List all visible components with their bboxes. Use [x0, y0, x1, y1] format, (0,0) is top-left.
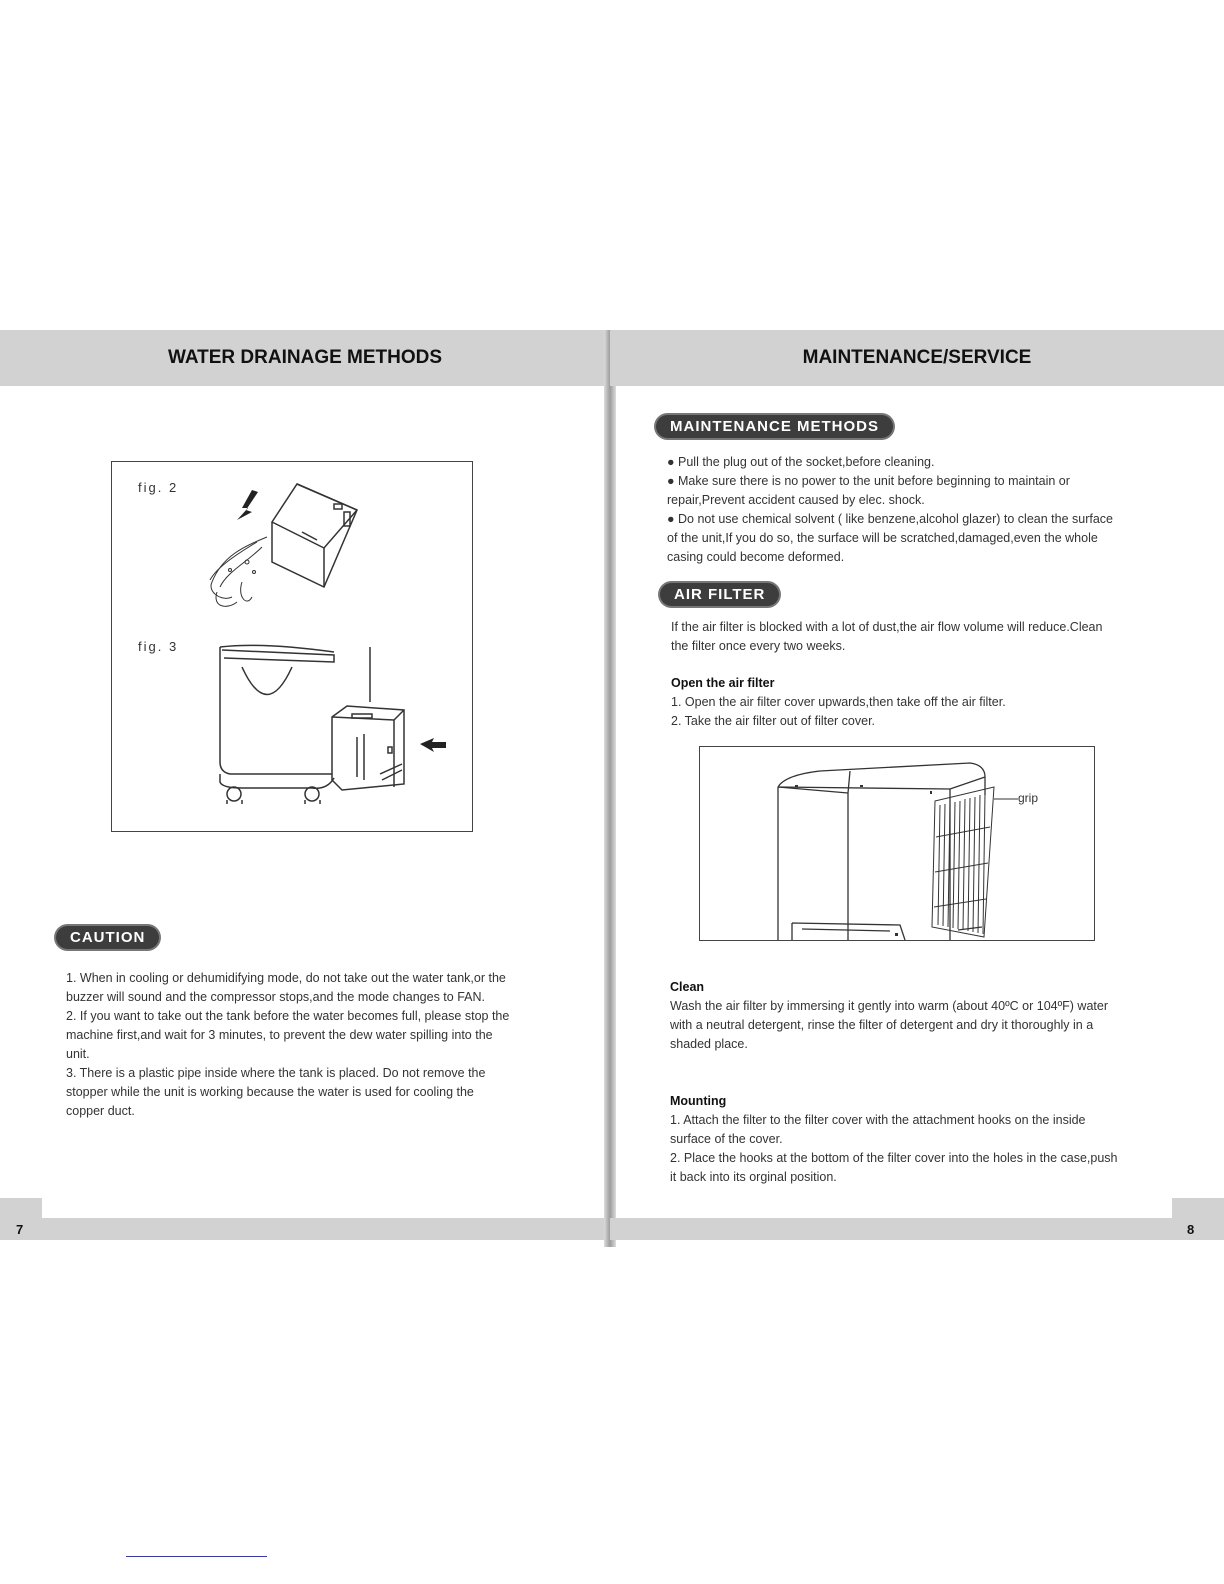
open-step: 2. Take the air filter out of filter cover.: [671, 714, 876, 728]
left-page: [0, 330, 610, 1247]
page-number-left: 7: [16, 1222, 24, 1237]
open-filter-section: [671, 674, 1121, 731]
tipping-tank-illustration: [272, 484, 357, 587]
right-footer-bar: [610, 1218, 1172, 1240]
mounting-section: [670, 1092, 1122, 1187]
maintenance-item: ● Do not use chemical solvent ( like benzene,alcohol glazer) to clean the surface of the unit,If you do so, the surface will be scratched,damaged,even the whole casing could become deformed.: [667, 512, 1113, 564]
clean-text: Wash the air filter by immersing it gently into warm (about 40ºC or 104ºF) water with a neutral detergent, rinse the filter of detergent and dry it thoroughly in a shaded place.: [670, 999, 1108, 1051]
right-footer-tab: [1172, 1198, 1224, 1240]
fig3-label: fig. 3: [138, 639, 179, 654]
caution-item: 2. If you want to take out the tank before the water becomes full, please stop the machine first,and wait for 3 minutes, to prevent the dew water spilling into the unit.: [66, 1009, 510, 1061]
mounting-step: 1. Attach the filter to the filter cover with the attachment hooks on the inside surface of the cover.: [670, 1113, 1086, 1146]
maintenance-item: ● Pull the plug out of the socket,before cleaning.: [667, 455, 935, 469]
maintenance-item: ● Make sure there is no power to the unit before beginning to maintain or repair,Prevent accident caused by elec. shock.: [667, 474, 1070, 507]
pour-arrow-icon: [237, 490, 258, 520]
open-filter-title: Open the air filter: [671, 676, 775, 690]
maintenance-list: [667, 453, 1117, 567]
caution-item: 1. When in cooling or dehumidifying mode, do not take out the water tank,or the buzzer will sound and the compressor stops,and the mode changes to FAN.: [66, 971, 506, 1004]
air-filter-figure: [699, 746, 1095, 941]
caution-list: [66, 969, 512, 1121]
left-page-header: WATER DRAINAGE METHODS: [0, 330, 610, 386]
clean-title: Clean: [670, 980, 705, 994]
left-footer-bar: [42, 1218, 610, 1240]
drainage-figure: [111, 461, 473, 832]
air-filter-illustration: [700, 747, 1094, 940]
drainage-illustration: [112, 462, 472, 831]
open-step: 1. Open the air filter cover upwards,then take off the air filter.: [671, 695, 1006, 709]
caution-item: 3. There is a plastic pipe inside where the tank is placed. Do not remove the stopper while the unit is working because the water is used for cooling the copper duct.: [66, 1066, 486, 1118]
mounting-step: 2. Place the hooks at the bottom of the filter cover into the holes in the case,push it back into its orginal position.: [670, 1151, 1118, 1184]
mounting-title: Mounting: [670, 1094, 727, 1108]
caution-badge: CAUTION: [56, 926, 159, 949]
grip-label: grip: [1018, 791, 1039, 805]
clean-section: [670, 978, 1122, 1054]
fig2-label: fig. 2: [138, 480, 179, 495]
dehumidifier-unit-illustration: [220, 645, 370, 804]
air-filter-badge: AIR FILTER: [660, 583, 779, 606]
water-splash-icon: [210, 537, 267, 606]
water-tank-illustration: [332, 706, 404, 790]
maintenance-methods-badge: MAINTENANCE METHODS: [656, 415, 893, 438]
underline-mark: [126, 1556, 267, 1557]
filter-grille: [932, 787, 994, 937]
insert-arrow-icon: [420, 738, 446, 752]
air-filter-intro: If the air filter is blocked with a lot of dust,the air flow volume will reduce.Clean the filter once every two weeks.: [671, 620, 1103, 653]
page-number-right: 8: [1187, 1222, 1195, 1237]
right-page-header: MAINTENANCE/SERVICE: [610, 330, 1224, 386]
right-page: [610, 330, 1224, 1247]
